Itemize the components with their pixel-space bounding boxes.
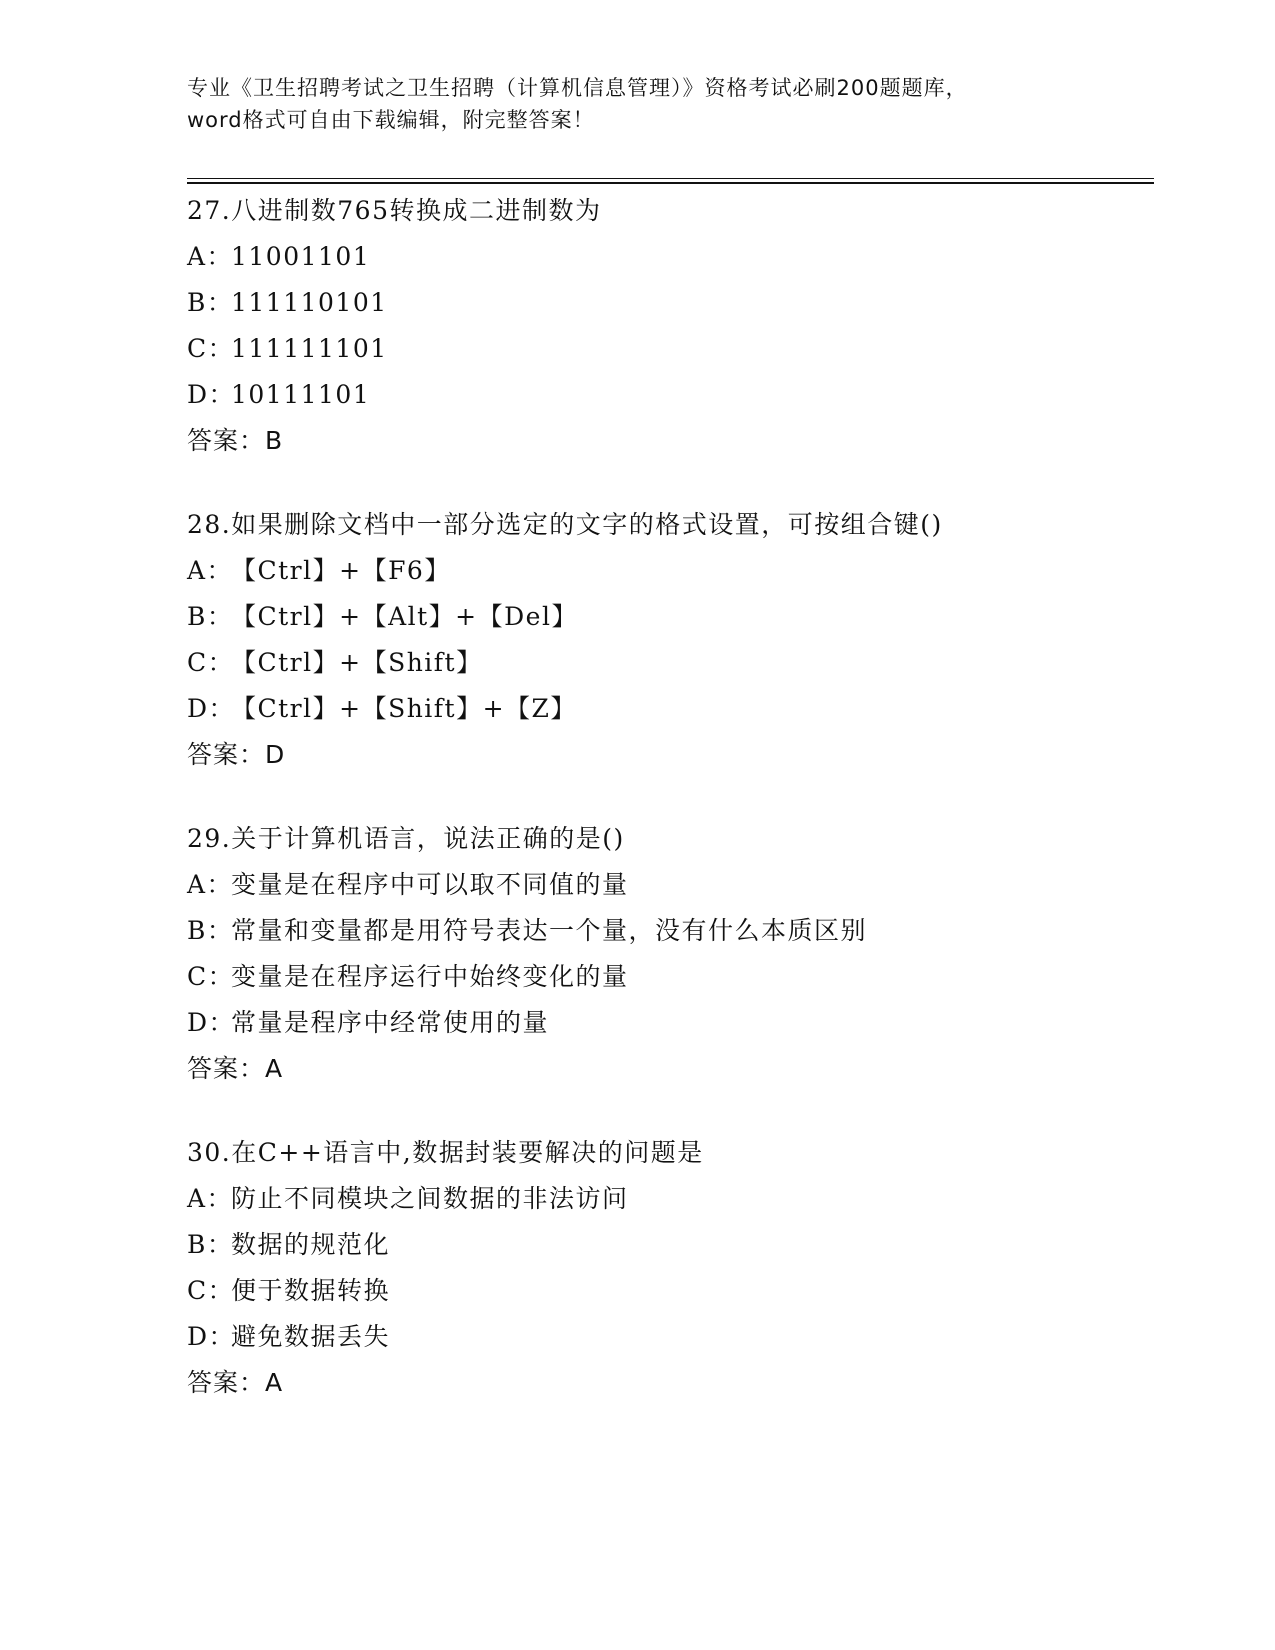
option-letter: B： — [187, 288, 234, 317]
answer-label: 答案：A — [187, 1054, 284, 1083]
option-text: 【Ctrl】+【F6】 — [231, 556, 451, 585]
document-header — [187, 72, 1107, 136]
option-b — [187, 594, 1147, 640]
answer-label: 答案：D — [187, 740, 286, 769]
option-letter: A： — [187, 242, 234, 271]
option-text: 变量是在程序运行中始终变化的量 — [231, 962, 629, 991]
option-c — [187, 326, 1147, 372]
option-c — [187, 640, 1147, 686]
option-text: 11001101 — [231, 242, 371, 271]
option-letter: D： — [187, 380, 236, 409]
option-letter: C： — [187, 1276, 235, 1305]
option-d — [187, 1000, 1147, 1046]
option-b — [187, 280, 1147, 326]
option-text: 10111101 — [231, 380, 371, 409]
option-letter: C： — [187, 962, 235, 991]
option-a — [187, 1176, 1147, 1222]
question-27 — [187, 188, 1147, 464]
option-d — [187, 1314, 1147, 1360]
option-text: 【Ctrl】+【Alt】+【Del】 — [231, 602, 578, 631]
option-letter: A： — [187, 870, 234, 899]
option-text: 避免数据丢失 — [231, 1322, 391, 1351]
option-letter: A： — [187, 1184, 234, 1213]
option-text: 常量是程序中经常使用的量 — [231, 1008, 550, 1037]
option-text: 数据的规范化 — [231, 1230, 391, 1259]
option-text: 变量是在程序中可以取不同值的量 — [231, 870, 629, 899]
option-d — [187, 686, 1147, 732]
option-a — [187, 548, 1147, 594]
option-text: 【Ctrl】+【Shift】+【Z】 — [231, 694, 577, 723]
question-28 — [187, 502, 1147, 778]
header-divider-thin — [187, 178, 1154, 179]
option-b — [187, 1222, 1147, 1268]
option-a — [187, 234, 1147, 280]
option-text: 便于数据转换 — [231, 1276, 391, 1305]
question-stem: 27.八进制数765转换成二进制数为 — [187, 196, 602, 225]
header-divider-thick — [187, 182, 1154, 184]
answer-label: 答案：A — [187, 1368, 284, 1397]
option-letter: C： — [187, 334, 235, 363]
option-a — [187, 862, 1147, 908]
option-letter: D： — [187, 1322, 236, 1351]
option-text: 【Ctrl】+【Shift】 — [231, 648, 483, 677]
option-text: 111111101 — [231, 334, 388, 363]
option-c — [187, 954, 1147, 1000]
option-letter: B： — [187, 916, 234, 945]
option-letter: C： — [187, 648, 235, 677]
question-list — [187, 188, 1147, 1444]
question-30 — [187, 1130, 1147, 1406]
answer-label: 答案：B — [187, 426, 284, 455]
option-text: 防止不同模块之间数据的非法访问 — [231, 1184, 629, 1213]
option-text: 常量和变量都是用符号表达一个量，没有什么本质区别 — [231, 916, 868, 945]
question-29 — [187, 816, 1147, 1092]
question-stem: 29.关于计算机语言，说法正确的是() — [187, 824, 625, 853]
question-stem: 28.如果删除文档中一部分选定的文字的格式设置，可按组合键() — [187, 510, 943, 539]
option-d — [187, 372, 1147, 418]
option-c — [187, 1268, 1147, 1314]
option-letter: D： — [187, 694, 236, 723]
option-text: 111110101 — [231, 288, 388, 317]
option-letter: B： — [187, 1230, 234, 1259]
header-line-1: 专业《卫生招聘考试之卫生招聘（计算机信息管理）》资格考试必刷200题题库， — [187, 76, 968, 100]
option-letter: D： — [187, 1008, 236, 1037]
question-stem: 30.在C++语言中,数据封装要解决的问题是 — [187, 1138, 704, 1167]
option-b — [187, 908, 1147, 954]
option-letter: A： — [187, 556, 234, 585]
option-letter: B： — [187, 602, 234, 631]
header-line-2: word格式可自由下载编辑，附完整答案！ — [187, 108, 595, 132]
